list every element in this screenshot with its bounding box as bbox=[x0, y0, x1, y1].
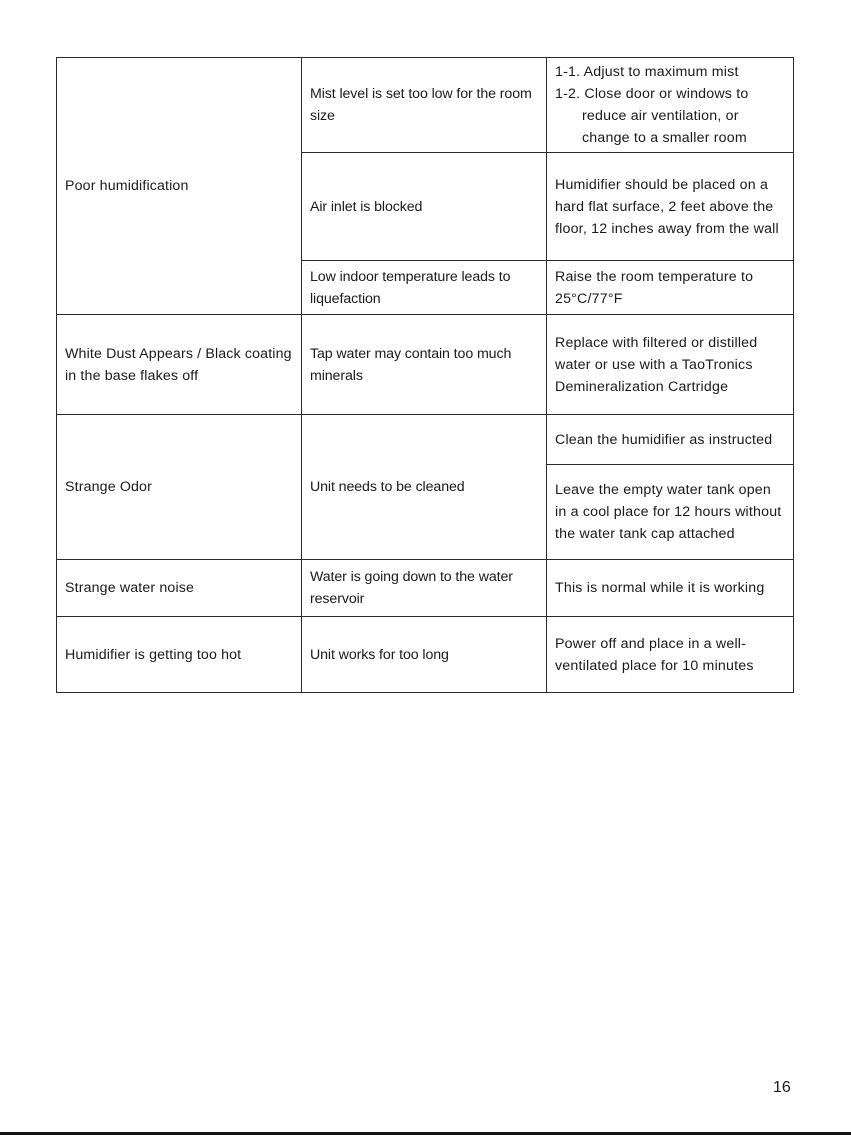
cause-cell: Unit needs to be cleaned bbox=[302, 415, 547, 560]
problem-cell: Humidifier is getting too hot bbox=[57, 617, 302, 693]
problem-cell: White Dust Appears / Black coating in the base flakes off bbox=[57, 315, 302, 415]
page-number: 16 bbox=[773, 1079, 791, 1096]
problem-cell: Poor humidification bbox=[57, 58, 302, 315]
table-row bbox=[57, 315, 794, 415]
problem-cell: Strange water noise bbox=[57, 560, 302, 617]
cause-cell: Unit works for too long bbox=[302, 617, 547, 693]
table-row bbox=[57, 560, 794, 617]
solution-cell: Humidifier should be placed on a hard flat surface, 2 feet above the floor, 12 inches away from the wall bbox=[547, 153, 794, 261]
solution-cell: Raise the room temperature to 25°C/77°F bbox=[547, 261, 794, 315]
cause-cell: Tap water may contain too much minerals bbox=[302, 315, 547, 415]
cause-cell: Water is going down to the water reservoir bbox=[302, 560, 547, 617]
troubleshooting-table bbox=[56, 57, 794, 693]
table-row bbox=[57, 415, 794, 465]
solution-step: 1-2. Close door or windows to bbox=[555, 86, 749, 102]
table-row bbox=[57, 617, 794, 693]
solution-step: 1-1. Adjust to maximum mist bbox=[555, 64, 739, 80]
cause-cell: Mist level is set too low for the room size bbox=[302, 58, 547, 153]
solution-step: change to a smaller room bbox=[582, 130, 747, 146]
problem-cell: Strange Odor bbox=[57, 415, 302, 560]
solution-cell bbox=[547, 58, 794, 153]
solution-cell: Replace with filtered or distilled water or use with a TaoTronics Demineralization Cartridge bbox=[547, 315, 794, 415]
cause-cell: Low indoor temperature leads to liquefaction bbox=[302, 261, 547, 315]
solution-cell: This is normal while it is working bbox=[547, 560, 794, 617]
cause-cell: Air inlet is blocked bbox=[302, 153, 547, 261]
table-row bbox=[57, 58, 794, 153]
solution-step: reduce air ventilation, or bbox=[582, 108, 739, 124]
solution-cell: Power off and place in a well-ventilated place for 10 minutes bbox=[547, 617, 794, 693]
solution-cell: Leave the empty water tank open in a cool place for 12 hours without the water tank cap attached bbox=[547, 465, 794, 560]
solution-cell: Clean the humidifier as instructed bbox=[547, 415, 794, 465]
